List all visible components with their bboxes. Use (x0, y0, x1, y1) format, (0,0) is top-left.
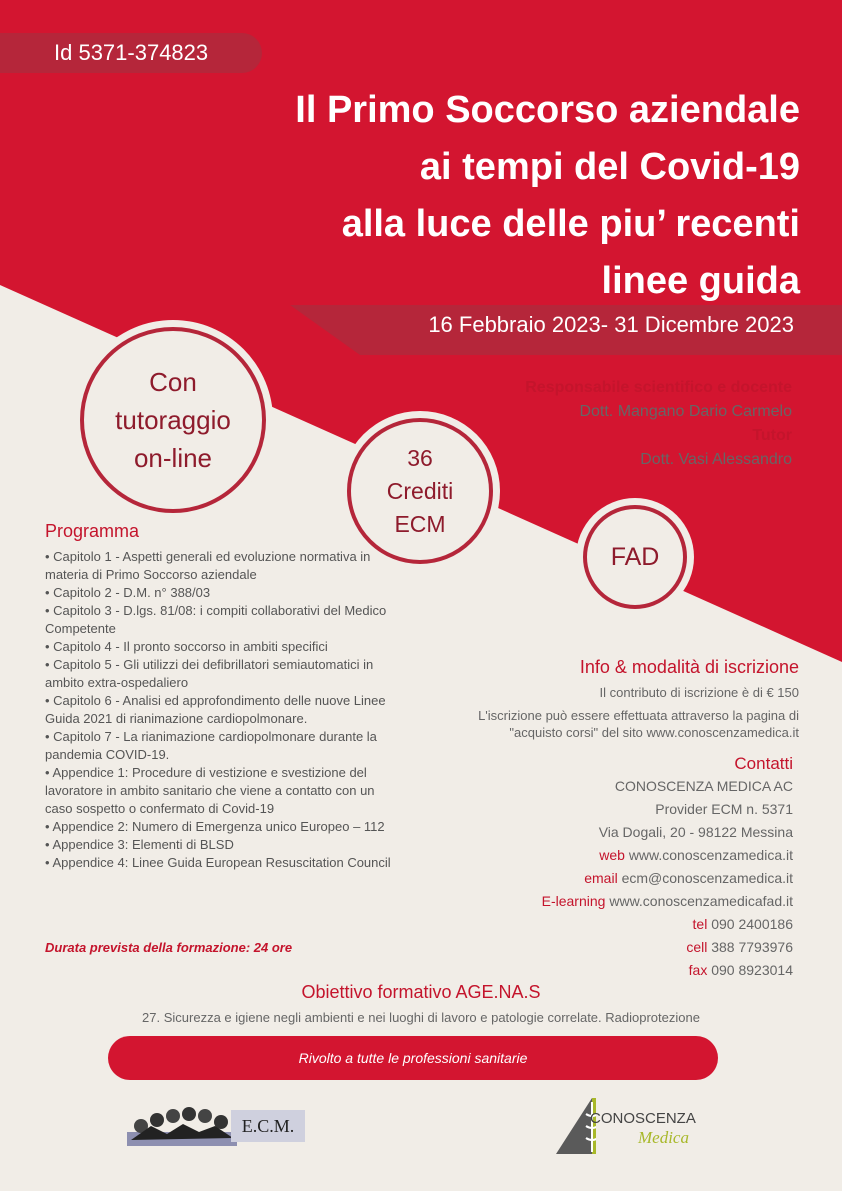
contacts-web-row (493, 844, 793, 867)
tutor-label: Tutor (752, 427, 792, 444)
programma-item: • Capitolo 1 - Aspetti generali ed evoluzione normativa in materia di Primo Soccorso aziendale (45, 549, 371, 582)
audience-banner: Rivolto a tutte le professioni sanitarie (108, 1036, 718, 1080)
web-link[interactable]: www.conoscenzamedica.it (628, 847, 793, 863)
programma-item: • Capitolo 6 - Analisi ed approfondimento delle nuove Linee Guida 2021 di rianimazione cardiopolmonare. (45, 693, 386, 726)
conoscenza-medica-logo (556, 1096, 736, 1160)
cm-logo-sub: Medica (638, 1128, 689, 1147)
programma-item: • Appendice 3: Elementi di BLSD (45, 837, 234, 852)
fax-value: 090 8923014 (711, 962, 793, 978)
contacts-block (493, 752, 793, 982)
programma-item: • Appendice 4: Linee Guida European Resuscitation Council (45, 855, 391, 870)
contacts-provider: Provider ECM n. 5371 (655, 801, 793, 817)
programma-item: • Capitolo 2 - D.M. n° 388/03 (45, 585, 211, 600)
contacts-elearning-row (493, 890, 793, 913)
info-title: Info & modalità di iscrizione (579, 657, 799, 677)
tutor-name: Dott. Vasi Alessandro (640, 451, 792, 468)
contacts-title: Contatti (734, 754, 793, 773)
tel-value: 090 2400186 (711, 916, 793, 932)
caduceus-triangle-icon (556, 1096, 596, 1160)
duration-note: Durata prevista della formazione: 24 ore (45, 940, 293, 955)
programma-list (45, 548, 400, 872)
programma-title: Programma (45, 521, 140, 541)
tel-label: tel (692, 916, 708, 932)
info-text: L'iscrizione può essere effettuata attraverso la pagina di "acquisto corsi" del sito www.conoscenzamedica.it (478, 708, 799, 740)
contacts-tel-row (493, 913, 793, 936)
contacts-email-row (493, 867, 793, 890)
programma-item: • Capitolo 7 - La rianimazione cardiopolmonare durante la pandemia COVID-19. (45, 729, 377, 762)
course-id-tag: Id 5371-374823 (0, 33, 262, 73)
contacts-fax-row (493, 959, 793, 982)
course-dates: 16 Febbraio 2023- 31 Dicembre 2023 (428, 312, 794, 337)
ecm-logo (127, 1104, 305, 1154)
fax-label: fax (688, 962, 708, 978)
objective-text: 27. Sicurezza e igiene negli ambienti e nei luoghi di lavoro e patologie correlate. Radioprotezione (142, 1010, 700, 1025)
elearning-link[interactable]: www.conoscenzamedicafad.it (609, 893, 793, 909)
ecm-people-icon (127, 1104, 237, 1154)
programma-item: • Appendice 2: Numero di Emergenza unico Europeo – 112 (45, 819, 385, 834)
tutoring-badge: Con tutoraggio on-line (80, 327, 266, 513)
cm-logo-name: CONOSCENZA (590, 1110, 696, 1127)
programma-item: • Appendice 1: Procedure di vestizione e svestizione del lavoratore in ambito sanitario che viene a contatto con un caso sospetto o confermato di Covid-19 (45, 765, 375, 816)
programma-item: • Capitolo 4 - Il pronto soccorso in ambiti specifici (45, 639, 328, 654)
programma-item: • Capitolo 5 - Gli utilizzi dei defibrillatori semiautomatici in ambito extra-ospedaliero (45, 657, 374, 690)
elearning-label: E-learning (541, 893, 606, 909)
objective-title: Obiettivo formativo AGE.NA.S (301, 982, 541, 1002)
ecm-logo-text: E.C.M. (231, 1110, 305, 1142)
contacts-org: CONOSCENZA MEDICA AC (614, 778, 793, 794)
email-link[interactable]: ecm@conoscenzamedica.it (621, 870, 793, 886)
responsabile-label: Responsabile scientifico e docente (525, 379, 792, 396)
programma-item: • Capitolo 3 - D.lgs. 81/08: i compiti collaborativi del Medico Competente (45, 603, 387, 636)
page-title: Il Primo Soccorso aziendale ai tempi del Covid-19 alla luce delle piu’ recenti linee guida (295, 89, 800, 302)
responsabile-block (525, 376, 792, 472)
fad-badge: FAD (583, 505, 687, 609)
info-fee: Il contributo di iscrizione è di € 150 (599, 685, 799, 700)
credits-badge: 36 Crediti ECM (347, 418, 493, 564)
responsabile-name: Dott. Mangano Dario Carmelo (579, 403, 792, 420)
contacts-cell-row (493, 936, 793, 959)
email-label: email (584, 870, 618, 886)
cell-label: cell (686, 939, 708, 955)
cell-value: 388 7793976 (711, 939, 793, 955)
web-label: web (599, 847, 625, 863)
info-block (429, 657, 799, 741)
contacts-address: Via Dogali, 20 - 98122 Messina (598, 824, 793, 840)
